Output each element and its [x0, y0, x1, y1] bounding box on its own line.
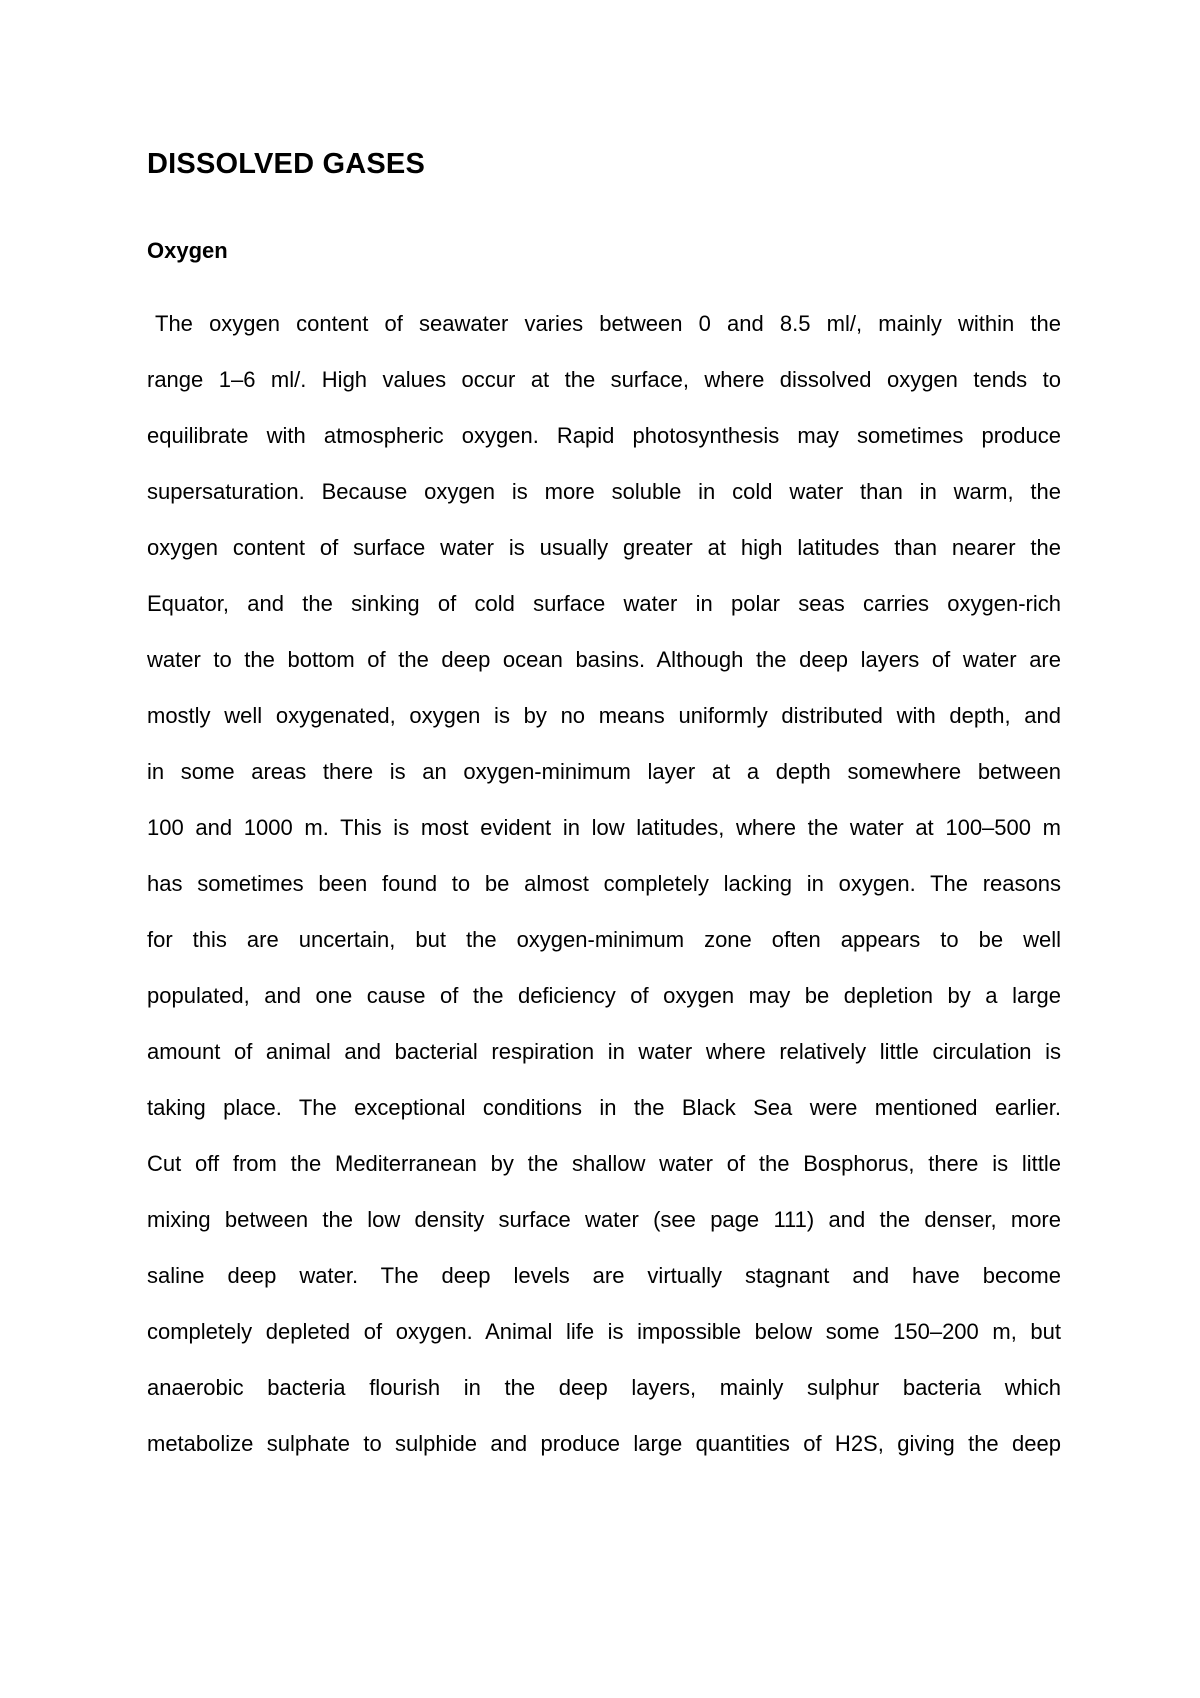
- body-line: water to the bottom of the deep ocean basins. Although the deep layers of water are: [147, 647, 1061, 672]
- body-line: oxygen content of surface water is usually greater at high latitudes than nearer the: [147, 535, 1061, 560]
- body-line: in some areas there is an oxygen-minimum layer at a depth somewhere between: [147, 759, 1061, 784]
- body-line: Equator, and the sinking of cold surface water in polar seas carries oxygen-rich: [147, 591, 1061, 616]
- body-line: Cut off from the Mediterranean by the shallow water of the Bosphorus, there is little: [147, 1151, 1061, 1176]
- body-line: anaerobic bacteria flourish in the deep layers, mainly sulphur bacteria which: [147, 1375, 1061, 1400]
- body-line: completely depleted of oxygen. Animal life is impossible below some 150–200 m, but: [147, 1319, 1061, 1344]
- body-line: has sometimes been found to be almost completely lacking in oxygen. The reasons: [147, 871, 1061, 896]
- body-line: equilibrate with atmospheric oxygen. Rapid photosynthesis may sometimes produce: [147, 423, 1061, 448]
- body-line: The oxygen content of seawater varies between 0 and 8.5 ml/, mainly within the: [155, 311, 1061, 336]
- body-line: 100 and 1000 m. This is most evident in low latitudes, where the water at 100–500 m: [147, 815, 1061, 840]
- body-line: for this are uncertain, but the oxygen-minimum zone often appears to be well: [147, 927, 1061, 952]
- page-title: DISSOLVED GASES: [147, 148, 426, 180]
- body-line: populated, and one cause of the deficiency of oxygen may be depletion by a large: [147, 983, 1061, 1008]
- body-line: saline deep water. The deep levels are virtually stagnant and have become: [147, 1263, 1061, 1288]
- body-line: mixing between the low density surface water (see page 111) and the denser, more: [147, 1207, 1061, 1232]
- body-line: range 1–6 ml/. High values occur at the surface, where dissolved oxygen tends to: [147, 367, 1061, 392]
- body-line: supersaturation. Because oxygen is more soluble in cold water than in warm, the: [147, 479, 1061, 504]
- body-line: metabolize sulphate to sulphide and produce large quantities of H2S, giving the deep: [147, 1431, 1061, 1456]
- body-line: taking place. The exceptional conditions in the Black Sea were mentioned earlier.: [147, 1095, 1061, 1120]
- body-line: amount of animal and bacterial respiration in water where relatively little circulation is: [147, 1039, 1061, 1064]
- body-text: [147, 306, 1061, 1482]
- body-line: mostly well oxygenated, oxygen is by no means uniformly distributed with depth, and: [147, 703, 1061, 728]
- section-heading: Oxygen: [147, 238, 228, 263]
